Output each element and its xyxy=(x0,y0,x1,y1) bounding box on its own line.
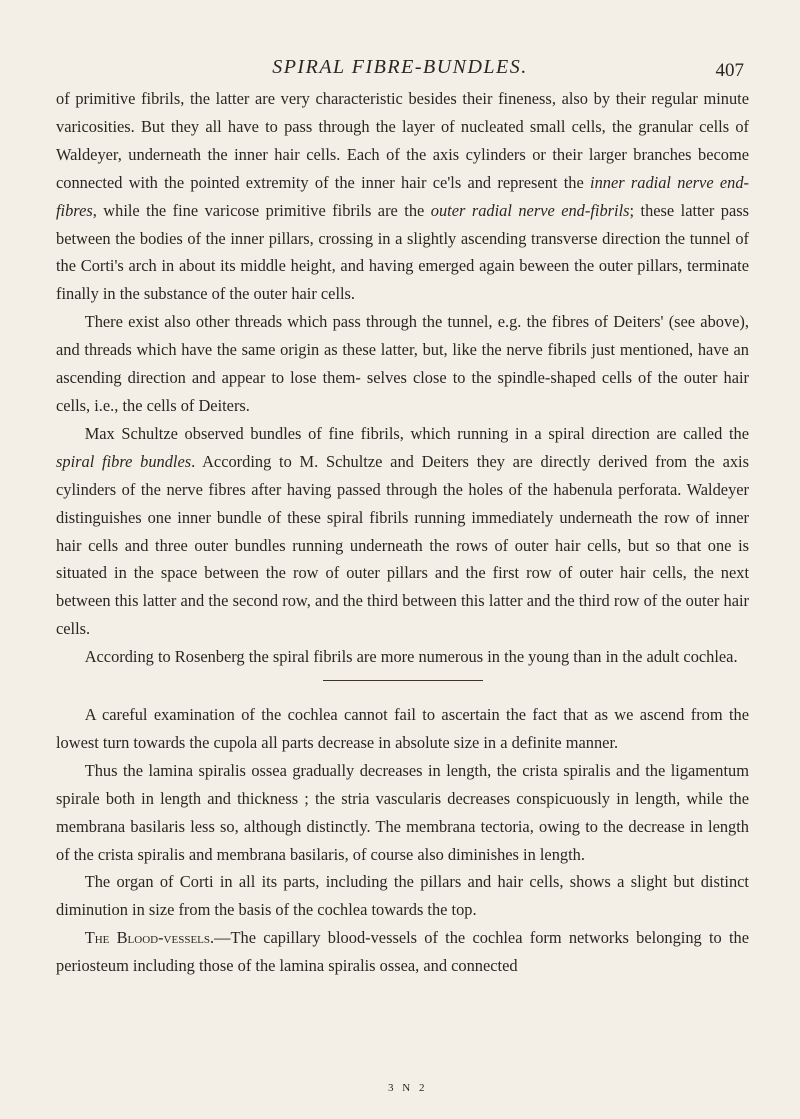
paragraph-1-text-c: , while the fine varicose primitive fibrils are the xyxy=(92,200,431,220)
paragraph-3-text-c: . According to M. Schultze and Deiters they are directly derived from the axis cylinders of the nerve fibres after having passed through the holes of the habenula perforata. Waldeyer distinguishes one inner bundle of these spiral fibrils running immediately underneath the row of inner hair cells and three outer bundles running underneath the rows of outer hair cells, but so that one is situated in the space between the row of outer pillars and the first row of outer hair cells, the next between this latter and the second row, and the third between this latter and the third row of the outer hair cells. xyxy=(56,451,749,639)
paragraph-2-text: There exist also other threads which pass through the tunnel, e.g. the fibres of Deiters' (see above), and threads which have the same origin as these latter, but, like the nerve fibrils just mentioned, have an ascending direction and appear to lose them- selves close to the spindle-shaped cells of the outer hair cells, i.e., the cells of Deiters. xyxy=(56,312,749,415)
paragraph-5-text: A careful examination of the cochlea cannot fail to ascertain the fact that as we ascend from the lowest turn towards the cupola all parts decrease in absolute size in a definite manner. xyxy=(56,705,749,752)
section-heading-blood-vessels: The Blood-vessels. xyxy=(84,928,215,948)
term-outer-radial-nerve-end-fibrils: outer radial nerve end-fibrils xyxy=(430,200,630,220)
paragraph-1-text-e: ; these latter pass between the bodies of the inner pillars, crossing in a slightly ascending transverse direction the tunnel of the Corti's arch in about its middle height, and having emerged again beween the outer pillars, terminate finally in the substance of the outer hair cells. xyxy=(56,200,750,304)
paragraph-6-text: Thus the lamina spiralis ossea gradually decreases in length, the crista spiralis and the ligamentum spirale both in length and thickness ; the stria vascularis decreases conspicuously in length, while the membrana basilaris less so, although distinctly. The membrana tectoria, owing to the decrease in length of the crista spiralis and membrana basilaris, of course also diminishes in length. xyxy=(56,760,749,864)
body-text xyxy=(56,85,749,980)
paragraph-3-text-a: Max Schultze observed bundles of fine fibrils, which running in a spiral direction are called the xyxy=(84,423,749,443)
paragraph-1-text-a: of primitive fibrils, the latter are very characteristic besides their fineness, also by their regular minute varicosities. But they all have to pass through the layer of nucleated small cells, the granular cells of Waldeyer, underneath the inner hair cells. Each of the axis cylinders or their larger branches become connected with the pointed extremity of the inner hair ce'ls and represent the xyxy=(56,89,749,192)
section-divider xyxy=(323,680,483,681)
term-spiral-fibre-bundles: spiral fibre bundles xyxy=(56,451,192,471)
paragraph-7-text: The organ of Corti in all its parts, including the pillars and hair cells, shows a slight but distinct diminution in size from the basis of the cochlea towards the top. xyxy=(56,872,749,920)
paragraph-1 xyxy=(56,85,749,308)
paragraph-7 xyxy=(56,868,749,924)
paragraph-3 xyxy=(56,420,749,643)
paragraph-4-text: According to Rosenberg the spiral fibrils are more numerous in the young than in the adult cochlea. xyxy=(84,647,738,667)
running-head-title: SPIRAL FIBRE-BUNDLES. xyxy=(272,56,528,78)
signature-mark: 3 N 2 xyxy=(388,1082,428,1094)
paragraph-2 xyxy=(56,308,749,420)
term-inner-radial-nerve-end-fibres: inner radial nerve end-fibres xyxy=(56,172,749,220)
paragraph-4 xyxy=(56,643,749,671)
paragraph-5 xyxy=(56,701,749,757)
paragraph-8 xyxy=(56,924,749,980)
paragraph-6 xyxy=(56,757,749,869)
page-number: 407 xyxy=(715,60,744,81)
paragraph-8-text: —The capillary blood-vessels of the cochlea form networks belonging to the periosteum including those of the lamina spiralis ossea, and connected xyxy=(56,928,749,976)
